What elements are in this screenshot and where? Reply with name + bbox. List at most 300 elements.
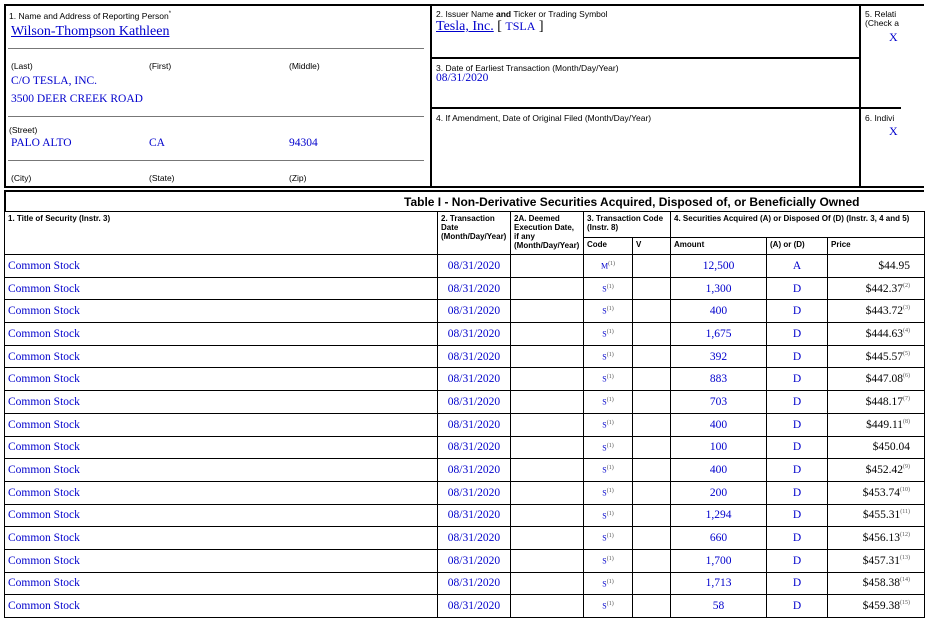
box6-label: 6. Indivi — [865, 113, 895, 123]
v-cell — [633, 549, 671, 572]
transaction-date-cell-value: 08/31/2020 — [447, 464, 501, 477]
price-cell-footnote: (9) — [903, 464, 911, 471]
v-cell — [633, 572, 671, 595]
transaction-code-cell — [584, 459, 633, 482]
price-cell-value: $459.38 — [862, 600, 901, 613]
header-rule-2 — [431, 57, 861, 59]
v-cell — [633, 481, 671, 504]
transaction-date-cell — [438, 459, 511, 482]
transaction-date-cell-value: 08/31/2020 — [447, 350, 501, 363]
ticker-symbol: TSLA — [505, 19, 536, 33]
a-or-d-cell — [767, 436, 828, 459]
security-title-cell-value: Common Stock — [8, 532, 80, 545]
transaction-date-cell — [438, 345, 511, 368]
security-title-cell-value: Common Stock — [8, 282, 80, 295]
price-cell-footnote: (10) — [900, 486, 911, 493]
transaction-date-cell — [438, 277, 511, 300]
street-label: (Street) — [9, 125, 38, 135]
amount-cell — [671, 300, 767, 323]
security-title-cell-value: Common Stock — [8, 305, 80, 318]
deemed-date-cell — [511, 504, 584, 527]
amount-cell — [671, 413, 767, 436]
table1 — [4, 211, 925, 618]
security-title-cell — [5, 323, 438, 346]
amount-cell — [671, 277, 767, 300]
price-cell — [828, 323, 925, 346]
security-title-cell-value: Common Stock — [8, 259, 80, 272]
table-row — [5, 572, 925, 595]
transaction-code-cell — [584, 345, 633, 368]
transaction-date-cell-value: 08/31/2020 — [447, 305, 501, 318]
amount-cell-value: 883 — [709, 373, 728, 386]
price-cell-value: $458.38 — [862, 577, 901, 590]
transaction-code-cell — [584, 368, 633, 391]
transaction-code-cell — [584, 481, 633, 504]
amount-cell-value: 58 — [712, 600, 725, 613]
v-cell — [633, 436, 671, 459]
state-value: CA — [149, 137, 165, 149]
header-divider-1 — [430, 4, 432, 188]
transaction-code-cell-value: S — [602, 307, 607, 317]
price-cell-footnote: (7) — [903, 396, 911, 403]
price-cell-value: $444.63 — [865, 327, 904, 340]
price-cell-footnote: (4) — [903, 328, 911, 335]
transaction-date-cell-value: 08/31/2020 — [447, 395, 501, 408]
deemed-date-cell — [511, 481, 584, 504]
price-cell — [828, 413, 925, 436]
a-or-d-cell — [767, 277, 828, 300]
transaction-code-cell — [584, 323, 633, 346]
name-line — [8, 48, 424, 49]
issuer-line — [436, 19, 544, 35]
transaction-code-cell-value: S — [602, 352, 607, 362]
transaction-code-cell-value: S — [602, 397, 607, 407]
first-label: (First) — [149, 61, 172, 71]
a-or-d-cell — [767, 459, 828, 482]
amount-cell-value: 100 — [709, 441, 728, 454]
deemed-date-cell — [511, 436, 584, 459]
table1-title-bar — [4, 190, 924, 211]
price-cell-footnote: (14) — [900, 577, 911, 584]
deemed-date-cell — [511, 572, 584, 595]
amount-cell-value: 392 — [709, 350, 728, 363]
v-cell — [633, 323, 671, 346]
a-or-d-cell-value: D — [792, 577, 802, 590]
deemed-date-cell — [511, 527, 584, 550]
v-cell — [633, 368, 671, 391]
zip-value: 94304 — [289, 137, 318, 149]
deemed-date-cell — [511, 277, 584, 300]
transaction-code-cell-value: S — [602, 556, 607, 566]
security-title-cell — [5, 413, 438, 436]
security-title-cell — [5, 255, 438, 278]
transaction-date-cell — [438, 300, 511, 323]
transaction-date-cell-value: 08/31/2020 — [447, 554, 501, 567]
amount-cell-value: 1,700 — [705, 554, 732, 567]
security-title-cell — [5, 595, 438, 618]
table-row — [5, 255, 925, 278]
price-cell — [828, 595, 925, 618]
v-cell — [633, 527, 671, 550]
security-title-cell-value: Common Stock — [8, 486, 80, 499]
transaction-code-cell-value: M — [600, 261, 609, 271]
transaction-code-cell-value: S — [602, 443, 607, 453]
price-cell — [828, 368, 925, 391]
price-cell — [828, 300, 925, 323]
deemed-date-cell — [511, 413, 584, 436]
a-or-d-cell — [767, 413, 828, 436]
security-title-cell — [5, 481, 438, 504]
deemed-date-cell — [511, 255, 584, 278]
transaction-code-cell-footnote: (1) — [606, 465, 614, 472]
transaction-date-cell-value: 08/31/2020 — [447, 532, 501, 545]
transaction-code-cell — [584, 413, 633, 436]
deemed-date-cell — [511, 368, 584, 391]
amount-cell — [671, 527, 767, 550]
security-title-cell-value: Common Stock — [8, 441, 80, 454]
box5-sublabel: (Check a — [865, 18, 900, 28]
price-cell-footnote: (3) — [903, 305, 911, 312]
amount-cell-value: 703 — [709, 395, 728, 408]
transaction-date-cell-value: 08/31/2020 — [447, 418, 501, 431]
deemed-date-cell — [511, 323, 584, 346]
deemed-date-cell — [511, 595, 584, 618]
ticker-close-bracket: ] — [538, 19, 544, 34]
table-row — [5, 368, 925, 391]
amount-cell — [671, 504, 767, 527]
amount-cell — [671, 436, 767, 459]
price-cell-footnote: (6) — [903, 373, 911, 380]
security-title-cell — [5, 345, 438, 368]
table-row — [5, 436, 925, 459]
price-cell — [828, 345, 925, 368]
v-cell — [633, 413, 671, 436]
price-cell-footnote: (13) — [900, 554, 911, 561]
transaction-date-cell — [438, 549, 511, 572]
table-row — [5, 277, 925, 300]
deemed-date-cell — [511, 300, 584, 323]
a-or-d-cell-value: D — [792, 554, 802, 567]
table-row — [5, 345, 925, 368]
a-or-d-cell-value: D — [792, 373, 802, 386]
amount-cell-value: 1,675 — [705, 327, 732, 340]
v-cell — [633, 345, 671, 368]
amount-cell — [671, 481, 767, 504]
amount-cell — [671, 595, 767, 618]
a-or-d-cell-value: D — [792, 532, 802, 545]
price-cell — [828, 481, 925, 504]
transaction-code-cell-value: S — [602, 284, 607, 294]
transaction-date-cell — [438, 323, 511, 346]
table-row — [5, 595, 925, 618]
v-cell — [633, 459, 671, 482]
amount-cell-value: 200 — [709, 486, 728, 499]
a-or-d-cell-value: D — [792, 350, 802, 363]
price-cell-value: $448.17 — [865, 395, 904, 408]
transaction-date-cell — [438, 572, 511, 595]
transaction-date-cell — [438, 255, 511, 278]
col-subheader-amount: Amount — [671, 238, 767, 255]
col-subheader-price: Price — [828, 238, 925, 255]
ticker-open-bracket: [ — [497, 19, 502, 34]
price-cell-footnote: (5) — [903, 350, 911, 357]
transaction-date-cell — [438, 595, 511, 618]
col-subheader-v: V — [633, 238, 671, 255]
col-header-title: 1. Title of Security (Instr. 3) — [5, 212, 438, 255]
security-title-cell — [5, 504, 438, 527]
col-header-deemed: 2A. Deemed Execution Date, if any (Month/Day/Year) — [511, 212, 584, 255]
table-row — [5, 527, 925, 550]
price-cell-value: $455.31 — [862, 509, 901, 522]
a-or-d-cell-value: D — [792, 509, 802, 522]
transaction-code-cell — [584, 436, 633, 459]
amount-cell-value: 12,500 — [702, 259, 735, 272]
transaction-date-cell — [438, 504, 511, 527]
deemed-date-cell — [511, 345, 584, 368]
security-title-cell-value: Common Stock — [8, 600, 80, 613]
table1-title: Table I - Non-Derivative Securities Acquired, Disposed of, or Beneficially Owned — [404, 195, 860, 209]
transaction-code-cell-footnote: (1) — [606, 533, 614, 540]
box3-label: 3. Date of Earliest Transaction (Month/Day/Year) — [436, 63, 619, 73]
a-or-d-cell-value: D — [792, 418, 802, 431]
a-or-d-cell — [767, 255, 828, 278]
price-cell — [828, 277, 925, 300]
col-header-code: 3. Transaction Code (Instr. 8) — [584, 212, 671, 238]
reporting-person-name-link[interactable]: Wilson-Thompson Kathleen — [11, 24, 170, 39]
price-cell-value: $445.57 — [865, 350, 904, 363]
a-or-d-cell-value: D — [792, 464, 802, 477]
transaction-date-cell — [438, 368, 511, 391]
security-title-cell-value: Common Stock — [8, 350, 80, 363]
a-or-d-cell — [767, 391, 828, 414]
security-title-cell — [5, 368, 438, 391]
transaction-code-cell-footnote: (1) — [606, 374, 614, 381]
transaction-date-cell-value: 08/31/2020 — [447, 577, 501, 590]
transaction-code-cell-value: S — [602, 488, 607, 498]
address-line-2: 3500 DEER CREEK ROAD — [11, 93, 143, 105]
price-cell-value: $44.95 — [878, 259, 911, 272]
price-cell — [828, 255, 925, 278]
amount-cell-value: 400 — [709, 464, 728, 477]
box5-mark: X — [889, 30, 898, 44]
transaction-code-cell-value: S — [602, 329, 607, 339]
a-or-d-cell — [767, 481, 828, 504]
v-cell — [633, 277, 671, 300]
table-row — [5, 413, 925, 436]
a-or-d-cell — [767, 549, 828, 572]
a-or-d-cell-value: D — [792, 395, 802, 408]
col-subheader-code: Code — [584, 238, 633, 255]
amount-cell — [671, 255, 767, 278]
security-title-cell-value: Common Stock — [8, 554, 80, 567]
a-or-d-cell — [767, 595, 828, 618]
amount-cell — [671, 323, 767, 346]
a-or-d-cell — [767, 572, 828, 595]
address-line-1: C/O TESLA, INC. — [11, 75, 98, 87]
transaction-code-cell-footnote: (1) — [608, 261, 616, 268]
v-cell — [633, 504, 671, 527]
price-cell — [828, 436, 925, 459]
transaction-code-cell-footnote: (1) — [606, 555, 614, 562]
transaction-code-cell-value: S — [602, 579, 607, 589]
city-line — [8, 160, 424, 161]
transaction-code-cell-value: S — [602, 465, 607, 475]
transaction-date-cell-value: 08/31/2020 — [447, 282, 501, 295]
middle-label: (Middle) — [289, 61, 320, 71]
security-title-cell-value: Common Stock — [8, 327, 80, 340]
a-or-d-cell — [767, 300, 828, 323]
amount-cell — [671, 549, 767, 572]
transaction-code-cell-value: S — [602, 375, 607, 385]
security-title-cell-value: Common Stock — [8, 373, 80, 386]
a-or-d-cell-value: D — [792, 305, 802, 318]
transaction-date-cell-value: 08/31/2020 — [447, 259, 501, 272]
box2-label: 2. Issuer Name and Ticker or Trading Symbol — [436, 9, 608, 19]
transaction-code-cell-footnote: (1) — [606, 351, 614, 358]
price-cell-value: $443.72 — [865, 305, 904, 318]
city-value: PALO ALTO — [11, 137, 72, 149]
transaction-code-cell-footnote: (1) — [606, 442, 614, 449]
transaction-date-cell — [438, 436, 511, 459]
transaction-code-cell-value: S — [602, 511, 607, 521]
v-cell — [633, 595, 671, 618]
a-or-d-cell-value: D — [792, 600, 802, 613]
last-label: (Last) — [11, 61, 33, 71]
transaction-code-cell-footnote: (1) — [606, 601, 614, 608]
security-title-cell — [5, 391, 438, 414]
amount-cell-value: 400 — [709, 418, 728, 431]
street-line — [8, 116, 424, 117]
box1-label: 1. Name and Address of Reporting Person* — [9, 11, 172, 21]
table-row — [5, 391, 925, 414]
transaction-date-cell-value: 08/31/2020 — [447, 373, 501, 386]
amount-cell — [671, 345, 767, 368]
amount-cell — [671, 459, 767, 482]
a-or-d-cell — [767, 504, 828, 527]
table-row — [5, 504, 925, 527]
a-or-d-cell-value: A — [792, 259, 802, 272]
amount-cell — [671, 391, 767, 414]
transaction-date-cell-value: 08/31/2020 — [447, 600, 501, 613]
transaction-date-cell-value: 08/31/2020 — [447, 327, 501, 340]
earliest-transaction-date: 08/31/2020 — [436, 72, 489, 84]
transaction-code-cell — [584, 277, 633, 300]
city-label: (City) — [11, 173, 32, 183]
a-or-d-cell-value: D — [792, 441, 802, 454]
transaction-code-cell — [584, 527, 633, 550]
price-cell — [828, 549, 925, 572]
issuer-name-link[interactable]: Tesla, Inc. — [436, 19, 494, 34]
price-cell — [828, 527, 925, 550]
transaction-code-cell — [584, 572, 633, 595]
amount-cell-value: 400 — [709, 305, 728, 318]
amount-cell-value: 1,300 — [705, 282, 732, 295]
price-cell — [828, 572, 925, 595]
security-title-cell — [5, 277, 438, 300]
transaction-code-cell-footnote: (1) — [606, 578, 614, 585]
transaction-code-cell-footnote: (1) — [606, 510, 614, 517]
transaction-date-cell — [438, 481, 511, 504]
transaction-date-cell — [438, 527, 511, 550]
amount-cell-value: 1,713 — [705, 577, 732, 590]
price-cell-footnote: (8) — [903, 418, 911, 425]
v-cell — [633, 391, 671, 414]
price-cell — [828, 504, 925, 527]
security-title-cell — [5, 459, 438, 482]
transaction-date-cell — [438, 413, 511, 436]
price-cell-footnote: (15) — [900, 600, 911, 607]
price-cell-footnote: (2) — [903, 282, 911, 289]
v-cell — [633, 255, 671, 278]
box6-mark: X — [889, 124, 898, 138]
header-rule-3 — [431, 107, 901, 109]
transaction-code-cell-footnote: (1) — [606, 397, 614, 404]
amount-cell-value: 1,294 — [705, 509, 732, 522]
security-title-cell — [5, 436, 438, 459]
transaction-code-cell — [584, 549, 633, 572]
transaction-date-cell-value: 08/31/2020 — [447, 486, 501, 499]
price-cell-value: $442.37 — [865, 282, 904, 295]
price-cell-value: $447.08 — [865, 373, 904, 386]
transaction-date-cell-value: 08/31/2020 — [447, 441, 501, 454]
transaction-code-cell-footnote: (1) — [606, 283, 614, 290]
v-cell — [633, 300, 671, 323]
security-title-cell-value: Common Stock — [8, 464, 80, 477]
col-header-date: 2. Transaction Date (Month/Day/Year) — [438, 212, 511, 255]
transaction-date-cell-value: 08/31/2020 — [447, 509, 501, 522]
col-header-acquired: 4. Securities Acquired (A) or Disposed Of (D) (Instr. 3, 4 and 5) — [671, 212, 925, 238]
security-title-cell-value: Common Stock — [8, 577, 80, 590]
box5-label: 5. Relati — [865, 9, 897, 19]
security-title-cell — [5, 527, 438, 550]
transaction-code-cell — [584, 595, 633, 618]
security-title-cell-value: Common Stock — [8, 418, 80, 431]
a-or-d-cell — [767, 368, 828, 391]
a-or-d-cell-value: D — [792, 327, 802, 340]
price-cell-value: $452.42 — [865, 464, 904, 477]
header-divider-2 — [859, 4, 861, 188]
a-or-d-cell-value: D — [792, 282, 802, 295]
a-or-d-cell-value: D — [792, 486, 802, 499]
transaction-code-cell — [584, 391, 633, 414]
table-row — [5, 549, 925, 572]
deemed-date-cell — [511, 391, 584, 414]
price-cell-value: $449.11 — [866, 418, 904, 431]
table1-body — [5, 255, 925, 618]
table-row — [5, 481, 925, 504]
table-row — [5, 459, 925, 482]
table-row — [5, 323, 925, 346]
transaction-code-cell-value: S — [602, 601, 607, 611]
security-title-cell — [5, 549, 438, 572]
security-title-cell-value: Common Stock — [8, 509, 80, 522]
transaction-code-cell-footnote: (1) — [606, 329, 614, 336]
price-cell — [828, 391, 925, 414]
price-cell — [828, 459, 925, 482]
amount-cell — [671, 572, 767, 595]
a-or-d-cell — [767, 527, 828, 550]
transaction-code-cell-footnote: (1) — [606, 419, 614, 426]
price-cell-value: $456.13 — [862, 532, 901, 545]
transaction-code-cell-value: S — [602, 533, 607, 543]
box4-label: 4. If Amendment, Date of Original Filed (Month/Day/Year) — [436, 113, 652, 123]
transaction-code-cell — [584, 300, 633, 323]
a-or-d-cell — [767, 323, 828, 346]
transaction-date-cell — [438, 391, 511, 414]
amount-cell — [671, 368, 767, 391]
transaction-code-cell — [584, 255, 633, 278]
price-cell-footnote: (12) — [900, 532, 911, 539]
